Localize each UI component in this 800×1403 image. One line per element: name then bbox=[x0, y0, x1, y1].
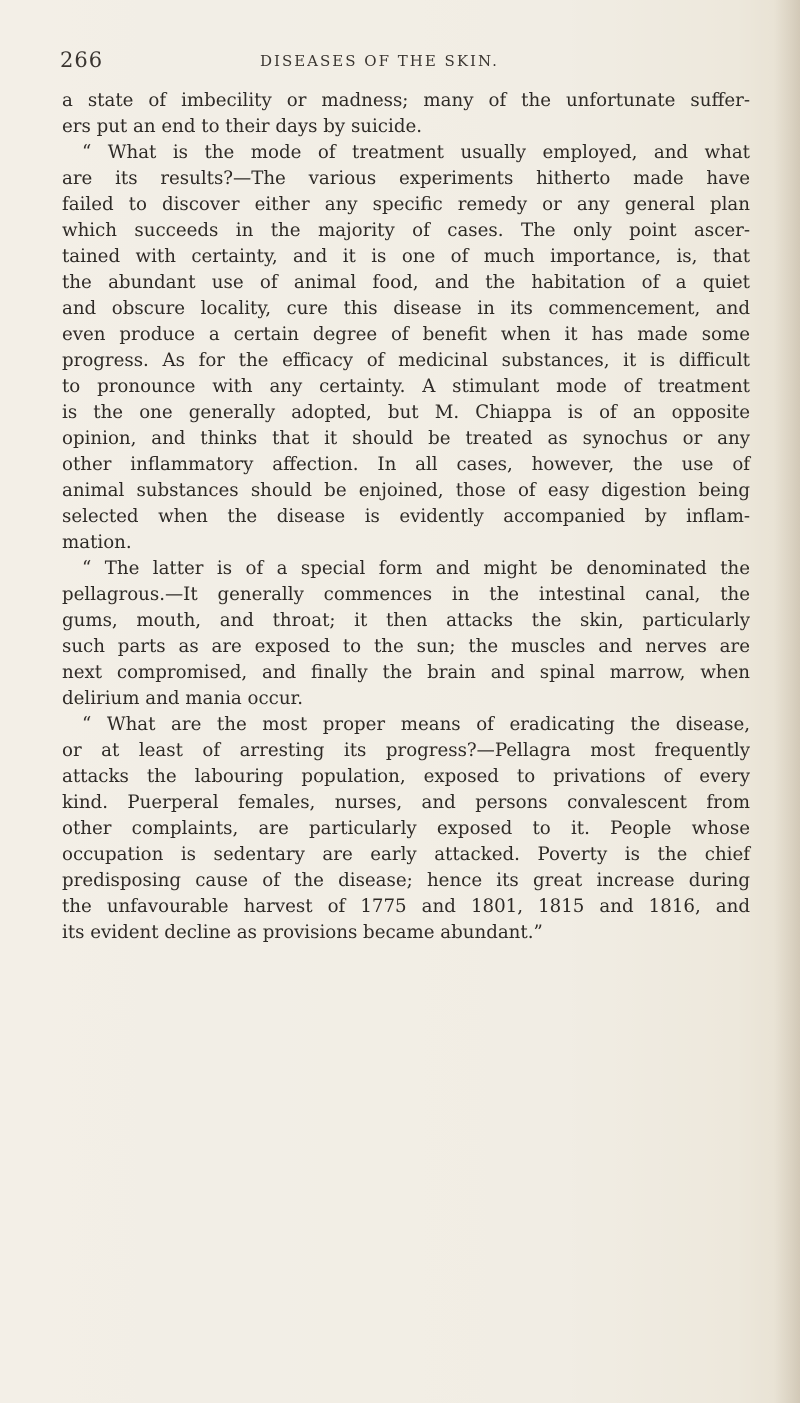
text-line: attacks the labouring population, exposed to privations of every bbox=[62, 766, 750, 787]
text-line: “ The latter is of a special form and might be denominated the bbox=[82, 558, 750, 579]
text-line: are its results?—The various experiments hitherto made have bbox=[62, 168, 750, 189]
text-line: a state of imbecility or madness; many of the unfortunate suffer- bbox=[62, 90, 750, 111]
text-line: kind. Puerperal females, nurses, and persons convalescent from bbox=[62, 792, 750, 813]
text-line: is the one generally adopted, but M. Chiappa is of an opposite bbox=[62, 402, 750, 423]
text-line: progress. As for the efficacy of medicinal substances, it is difficult bbox=[62, 350, 750, 371]
text-line: and obscure locality, cure this disease in its commencement, and bbox=[62, 298, 750, 319]
text-line: selected when the disease is evidently accompanied by inflam- bbox=[62, 506, 750, 527]
running-title: DISEASES OF THE SKIN. bbox=[260, 52, 499, 70]
page-number: 266 bbox=[60, 48, 104, 72]
text-line: which succeeds in the majority of cases. The only point ascer- bbox=[62, 220, 750, 241]
text-line: occupation is sedentary are early attacked. Poverty is the chief bbox=[62, 844, 750, 865]
text-line: other complaints, are particularly exposed to it. People whose bbox=[62, 818, 750, 839]
text-line: failed to discover either any specific remedy or any general plan bbox=[62, 194, 750, 215]
text-line: tained with certainty, and it is one of much importance, is, that bbox=[62, 246, 750, 267]
text-line: opinion, and thinks that it should be treated as synochus or any bbox=[62, 428, 750, 449]
text-line: predisposing cause of the disease; hence its great increase during bbox=[62, 870, 750, 891]
text-line: ers put an end to their days by suicide. bbox=[62, 116, 423, 137]
body-text bbox=[62, 88, 750, 946]
text-line: “ What is the mode of treatment usually employed, and what bbox=[82, 142, 750, 163]
text-line: mation. bbox=[62, 532, 132, 553]
text-line: animal substances should be enjoined, those of easy digestion being bbox=[62, 480, 750, 501]
text-line: such parts as are exposed to the sun; the muscles and nerves are bbox=[62, 636, 750, 657]
page-header bbox=[60, 48, 750, 88]
text-line: pellagrous.—It generally commences in the intestinal canal, the bbox=[62, 584, 750, 605]
text-line: “ What are the most proper means of eradicating the disease, bbox=[82, 714, 750, 735]
text-line: or at least of arresting its progress?—Pellagra most frequently bbox=[62, 740, 750, 761]
text-line: gums, mouth, and throat; it then attacks the skin, particularly bbox=[62, 610, 750, 631]
text-line: the unfavourable harvest of 1775 and 1801, 1815 and 1816, and bbox=[62, 896, 750, 917]
text-line: its evident decline as provisions became abundant.” bbox=[62, 922, 543, 943]
text-line: even produce a certain degree of benefit when it has made some bbox=[62, 324, 750, 345]
text-line: to pronounce with any certainty. A stimulant mode of treatment bbox=[62, 376, 750, 397]
text-line: other inflammatory affection. In all cases, however, the use of bbox=[62, 454, 750, 475]
text-line: the abundant use of animal food, and the habitation of a quiet bbox=[62, 272, 750, 293]
page-edge-shadow bbox=[774, 0, 800, 1403]
text-line: delirium and mania occur. bbox=[62, 688, 304, 709]
text-line: next compromised, and finally the brain and spinal marrow, when bbox=[62, 662, 750, 683]
